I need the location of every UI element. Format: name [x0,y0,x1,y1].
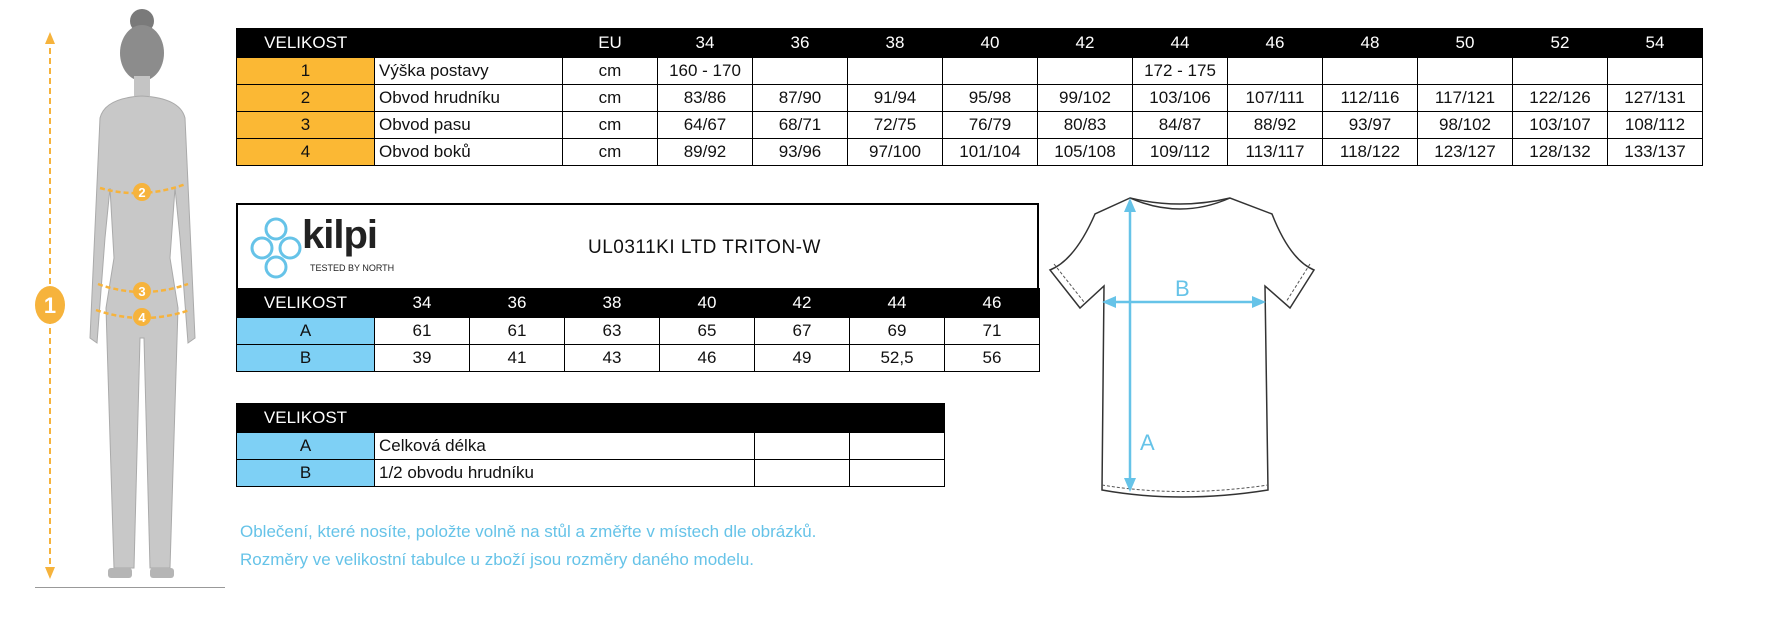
table-row: 3 Obvod pasu cm 64/67 68/71 72/75 76/79 80/83 84/87 88/92 93/97 98/102 103/107 108/112 [237,112,1703,139]
svg-text:2: 2 [138,185,146,200]
marker-3 [133,282,151,300]
shirt-marker-a: A [1140,430,1155,455]
table-row: 1 Výška postavy cm 160 - 170 172 - 175 [237,58,1703,85]
model-table-header: VELIKOST 34 36 38 40 42 44 46 [237,289,1040,318]
kilpi-knot-icon [248,215,304,281]
model-dimensions-note: Rozměry ve velikostní tabulce u zboží jsou rozměry daného modelu. [240,550,755,569]
shirt-marker-b: B [1175,276,1190,301]
marker-1 [35,286,65,324]
table-row: A 61 61 63 65 67 69 71 [237,318,1040,345]
measuring-instruction: Oblečení, které nosíte, položte volně na stůl a změřte v místech dle obrázků. [240,522,817,541]
tshirt-measurement-diagram [1040,190,1320,510]
table-row: A Celková délka [237,433,945,460]
table-row: 2 Obvod hrudníku cm 83/86 87/90 91/94 95/98 99/102 103/106 107/111 112/116 117/121 122/126 127/131 [237,85,1703,112]
brand-logo: kilpi [302,213,378,257]
size-table [236,28,1703,166]
table-row: B 39 41 43 46 49 52,5 56 [237,345,1040,372]
header-velikost: VELIKOST [237,29,375,58]
svg-text:3: 3 [138,284,146,299]
legend-table [236,403,945,487]
table-row: 4 Obvod boků cm 89/92 93/96 97/100 101/104 105/108 109/112 113/117 118/122 123/127 128/132 133/137 [237,139,1703,166]
marker-2 [133,183,151,201]
brand-tagline: TESTED BY NORTH [310,263,395,273]
product-title: UL0311KI LTD TRITON-W [588,237,821,258]
table-row: B 1/2 obvodu hrudníku [237,460,945,487]
svg-text:4: 4 [138,310,146,325]
model-header [236,203,1039,289]
svg-text:1: 1 [43,293,57,318]
body-measurement-figure [30,8,230,588]
header-eu: EU [563,29,658,58]
marker-4 [133,308,151,326]
model-measurement-table [236,288,1040,372]
legend-table-header: VELIKOST [237,404,945,433]
size-table-header: VELIKOST EU 34 36 38 40 42 44 46 48 50 52 54 [237,29,1703,58]
